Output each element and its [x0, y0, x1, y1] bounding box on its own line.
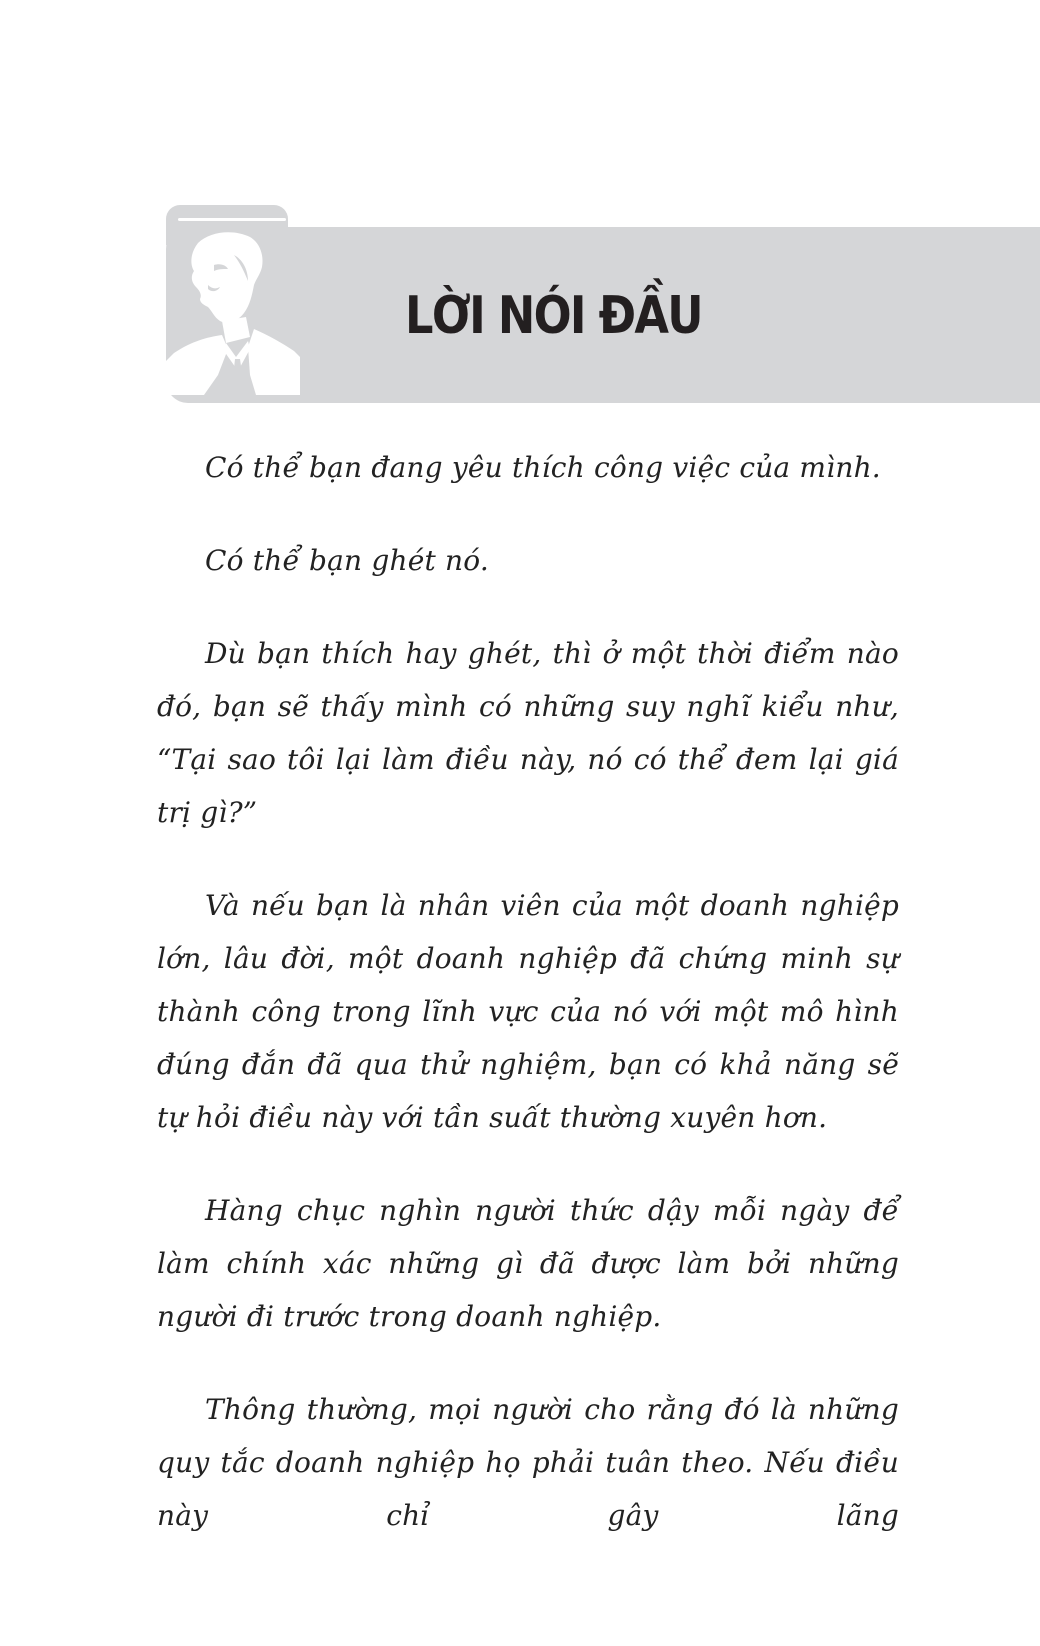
- paragraph: Có thể bạn đang yêu thích công việc của mình.: [205, 451, 881, 484]
- man-portrait-icon: [164, 225, 300, 395]
- header-tab-line: [178, 218, 286, 221]
- paragraph: Có thể bạn ghét nó.: [205, 544, 489, 577]
- paragraph: Hàng chục nghìn người thức dậy mỗi ngày để làm chính xác những gì đã được làm bởi những người đi trước trong doanh nghiệp.: [157, 1194, 899, 1333]
- paragraph: Và nếu bạn là nhân viên của một doanh nghiệp lớn, lâu đời, một doanh nghiệp đã chứng minh sự thành công trong lĩnh vực của nó với một mô hình đúng đắn đã qua thử nghiệm, bạn có khả năng sẽ tự hỏi điều này với tần suất thường xuyên hơn.: [157, 889, 899, 1134]
- chapter-title: LỜI NÓI ĐẦU: [405, 286, 702, 346]
- paragraph: Thông thường, mọi người cho rằng đó là những quy tắc doanh nghiệp họ phải tuân theo. Nếu điều này chỉ gây lãng: [157, 1393, 899, 1532]
- body-text: [157, 441, 899, 1582]
- paragraph: Dù bạn thích hay ghét, thì ở một thời điểm nào đó, bạn sẽ thấy mình có những suy nghĩ kiểu như, “Tại sao tôi lại làm điều này, nó có thể đem lại giá trị gì?”: [157, 637, 899, 829]
